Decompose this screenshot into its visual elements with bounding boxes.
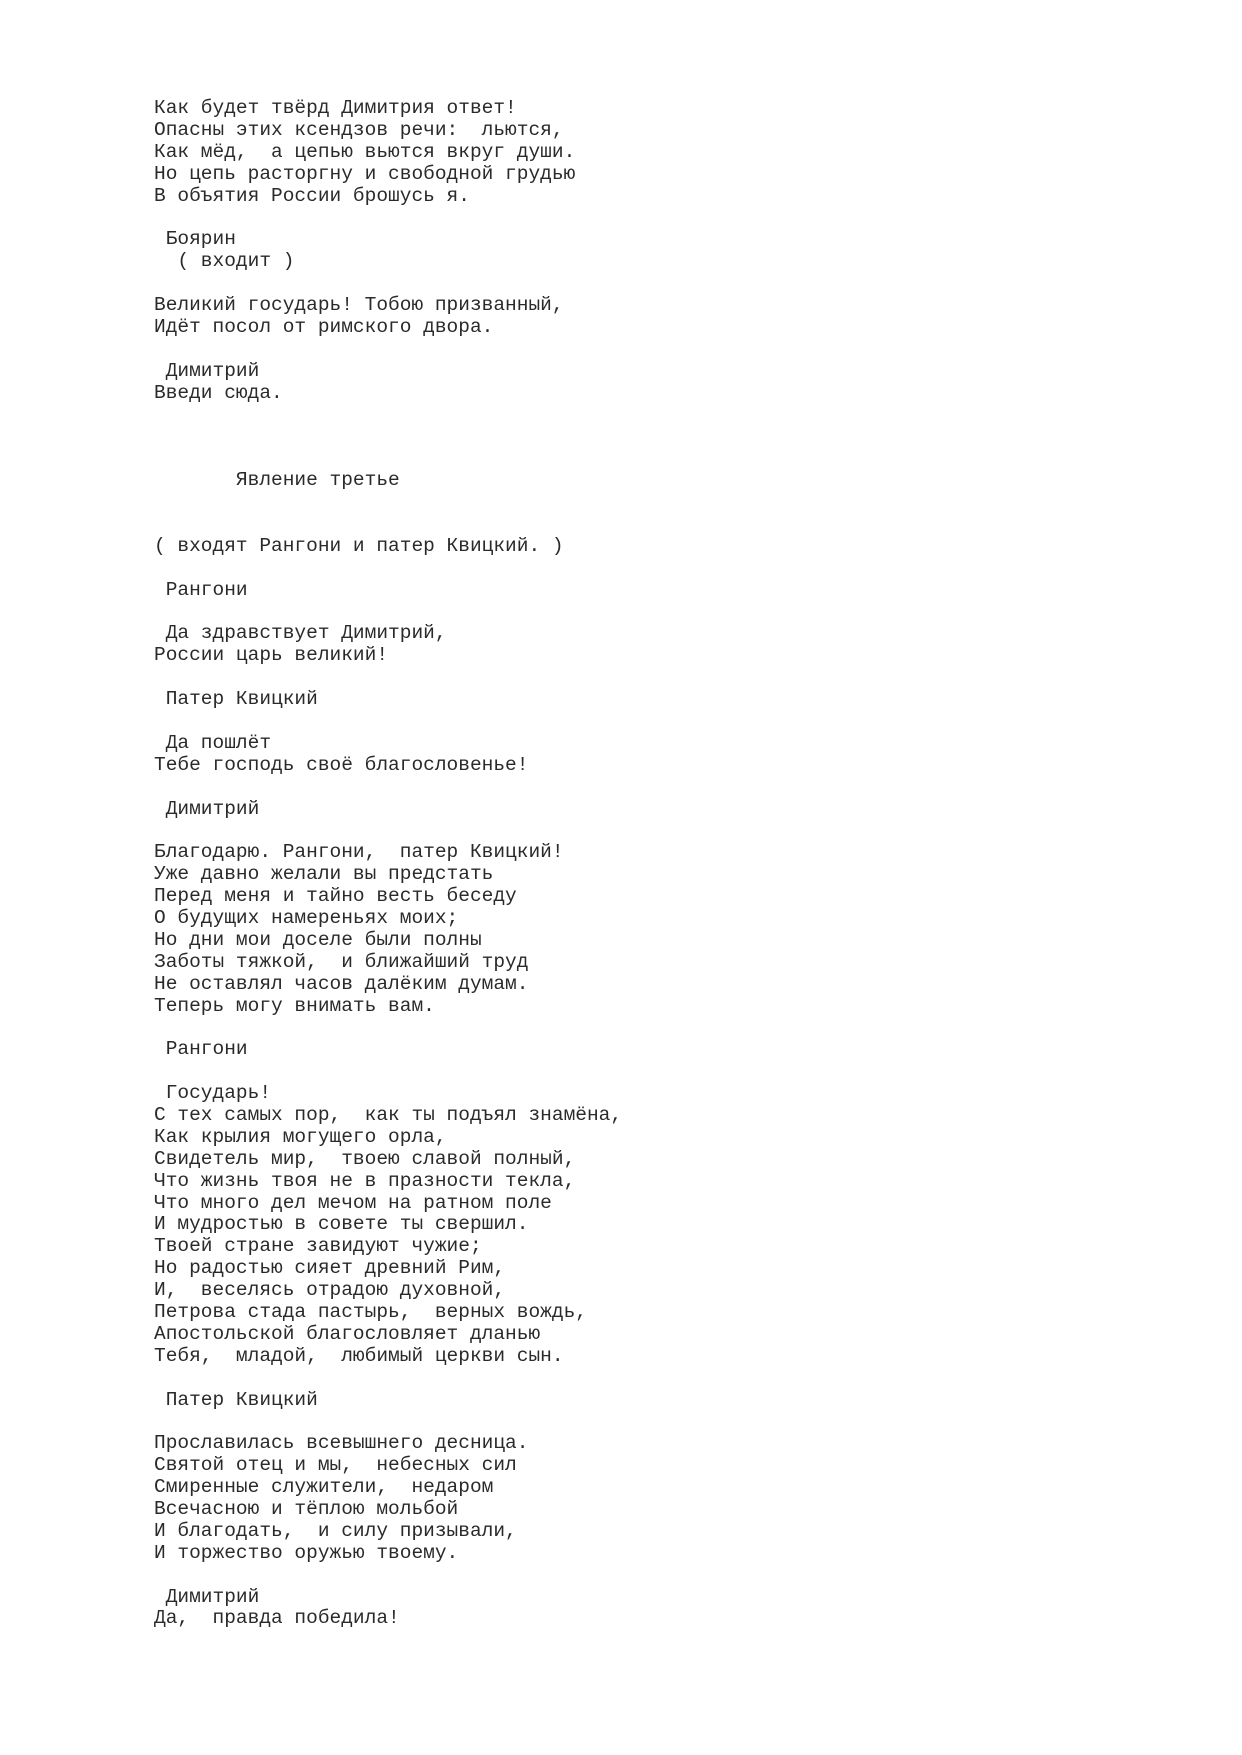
blank-line bbox=[154, 777, 1154, 799]
text-line: Патер Квицкий bbox=[154, 1388, 318, 1411]
text-line: России царь великий! bbox=[154, 644, 389, 667]
text-line: Перед меня и тайно весть беседу bbox=[154, 885, 517, 908]
blank-line bbox=[154, 1061, 1154, 1083]
text-line: Не оставлял часов далёким думам. bbox=[154, 972, 529, 995]
text-line: Свидетель мир, твоею славой полный, bbox=[154, 1147, 576, 1170]
text-line: Как мёд, а цепью вьются вкруг души. bbox=[154, 140, 576, 163]
text-line: И торжество оружью твоему. bbox=[154, 1541, 459, 1564]
text-line: О будущих намереньях моих; bbox=[154, 906, 459, 929]
text-line: Да здравствует Димитрий, bbox=[154, 622, 447, 645]
blank-line bbox=[154, 1565, 1154, 1587]
blank-line bbox=[154, 404, 1154, 426]
text-line: Рангони bbox=[154, 578, 248, 601]
blank-line bbox=[154, 426, 1154, 448]
text-line: Да пошлёт bbox=[154, 731, 272, 754]
document-page bbox=[154, 98, 1154, 1630]
blank-line bbox=[154, 1411, 1154, 1433]
text-line: С тех самых пор, как ты подъял знамёна, bbox=[154, 1103, 623, 1126]
text-line: Идёт посол от римского двора. bbox=[154, 315, 494, 338]
text-line: Димитрий bbox=[154, 797, 260, 820]
text-line: Явление третье bbox=[154, 469, 400, 492]
blank-line bbox=[154, 514, 1154, 536]
text-line: Святой отец и мы, небесных сил bbox=[154, 1454, 517, 1477]
blank-line bbox=[154, 339, 1154, 361]
text-line: И благодать, и силу призывали, bbox=[154, 1519, 517, 1542]
text-line: Петрова стада пастырь, верных вождь, bbox=[154, 1300, 587, 1323]
text-line: Но цепь расторгну и свободной грудью bbox=[154, 162, 576, 185]
blank-line bbox=[154, 667, 1154, 689]
text-line: Да, правда победила! bbox=[154, 1607, 400, 1630]
text-line: Димитрий bbox=[154, 359, 260, 382]
text-line: Димитрий bbox=[154, 1585, 260, 1608]
text-line: ( входят Рангони и патер Квицкий. ) bbox=[154, 534, 564, 557]
text-line: Рангони bbox=[154, 1038, 248, 1061]
text-line: Твоей стране завидуют чужие; bbox=[154, 1235, 482, 1258]
text-line: ( входит ) bbox=[154, 250, 295, 273]
text-line: Что много дел мечом на ратном поле bbox=[154, 1191, 552, 1214]
text-line: Великий государь! Тобою призванный, bbox=[154, 294, 564, 317]
blank-line bbox=[154, 711, 1154, 733]
text-line: Опасны этих ксендзов речи: льются, bbox=[154, 118, 564, 141]
text-line: Введи сюда. bbox=[154, 381, 283, 404]
text-line: Апостольской благословляет дланью bbox=[154, 1322, 541, 1345]
blank-line bbox=[154, 1017, 1154, 1039]
text-line: Государь! bbox=[154, 1082, 272, 1105]
text-line: И, веселясь отрадою духовной, bbox=[154, 1279, 506, 1302]
text-line: Тебе господь своё благословенье! bbox=[154, 753, 529, 776]
text-line: Прославилась всевышнего десница. bbox=[154, 1432, 529, 1455]
text-line: Как будет твёрд Димитрия ответ! bbox=[154, 97, 517, 119]
blank-line bbox=[154, 820, 1154, 842]
blank-line bbox=[154, 601, 1154, 623]
text-line: Заботы тяжкой, и ближайший труд bbox=[154, 950, 529, 973]
blank-line bbox=[154, 448, 1154, 470]
text-line: В объятия России брошусь я. bbox=[154, 184, 470, 207]
text-line: Теперь могу внимать вам. bbox=[154, 994, 435, 1017]
blank-line bbox=[154, 273, 1154, 295]
blank-line bbox=[154, 558, 1154, 580]
blank-line bbox=[154, 207, 1154, 229]
text-line: Но дни мои доселе были полны bbox=[154, 928, 482, 951]
text-line: Но радостью сияет древний Рим, bbox=[154, 1257, 506, 1280]
text-line: И мудростью в совете ты свершил. bbox=[154, 1213, 529, 1236]
text-line: Благодарю. Рангони, патер Квицкий! bbox=[154, 841, 564, 864]
text-line: Как крылия могущего орла, bbox=[154, 1125, 447, 1148]
text-line: Что жизнь твоя не в празности текла, bbox=[154, 1169, 576, 1192]
text-line: Боярин bbox=[154, 228, 236, 251]
text-line: Тебя, младой, любимый церкви сын. bbox=[154, 1344, 564, 1367]
text-line: Патер Квицкий bbox=[154, 688, 318, 711]
text-line: Всечасною и тёплою мольбой bbox=[154, 1498, 459, 1520]
blank-line bbox=[154, 1368, 1154, 1390]
text-line: Смиренные служители, недаром bbox=[154, 1476, 494, 1499]
text-line: Уже давно желали вы предстать bbox=[154, 863, 494, 886]
blank-line bbox=[154, 492, 1154, 514]
